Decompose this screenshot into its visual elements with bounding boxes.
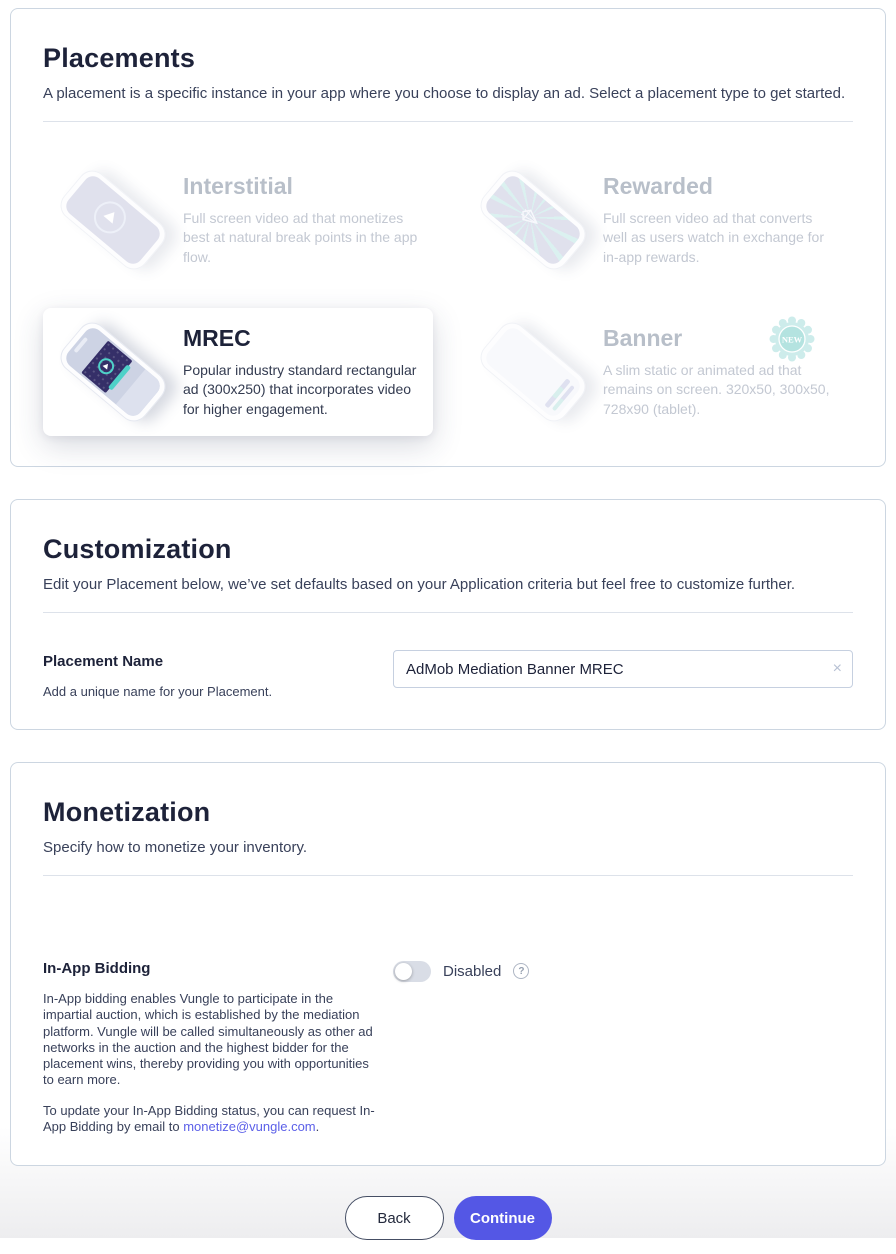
section-divider [43, 121, 853, 122]
clear-input-icon[interactable]: × [832, 660, 842, 677]
mrec-description: Popular industry standard rectangular ad (300x250) that incorporates video for higher engagement. [183, 362, 417, 417]
placement-name-input[interactable] [394, 651, 852, 687]
play-icon [88, 195, 133, 240]
placement-name-helper: Add a unique name for your Placement. [43, 684, 273, 699]
placements-title: Placements [43, 43, 196, 73]
placement-name-input-wrap [393, 650, 853, 688]
banner-label: Banner [603, 325, 683, 352]
in-app-bidding-toggle[interactable] [393, 961, 431, 982]
new-badge-icon [769, 316, 815, 362]
placement-type-banner[interactable] [463, 308, 853, 436]
new-badge-text: NEW [781, 334, 803, 345]
interstitial-label: Interstitial [183, 173, 293, 200]
back-button[interactable]: Back [345, 1196, 444, 1240]
help-icon[interactable]: ? [513, 963, 529, 979]
placement-type-interstitial[interactable] [43, 156, 433, 284]
gem-icon [515, 203, 544, 233]
placements-card [10, 8, 886, 467]
rewarded-label: Rewarded [603, 173, 713, 200]
customization-description: Edit your Placement below, we’ve set defaults based on your Application criteria but feel free to customize further. [43, 576, 796, 593]
monetization-title: Monetization [43, 797, 211, 827]
play-icon [94, 355, 117, 378]
monetization-description: Specify how to monetize your inventory. [43, 839, 308, 856]
rewarded-phone-illustration [477, 164, 589, 276]
interstitial-description: Full screen video ad that monetizes best at natural break points in the app flow. [183, 210, 418, 265]
mrec-label: MREC [183, 325, 251, 352]
toggle-knob [395, 963, 412, 980]
mrec-phone-illustration [57, 316, 169, 428]
placement-name-row [43, 650, 853, 699]
customization-title: Customization [43, 534, 232, 564]
placement-type-rewarded[interactable] [463, 156, 853, 284]
section-divider [43, 875, 853, 876]
in-app-bidding-note: To update your In-App Bidding status, you can request In-App Bidding by email to monetize@vungle.com. [43, 1102, 375, 1134]
banner-description: A slim static or animated ad that remains on screen. 320x50, 300x50, 728x90 (tablet). [603, 362, 830, 417]
banner-phone-illustration [477, 316, 589, 428]
placements-description: A placement is a specific instance in your app where you choose to display an ad. Select a placement type to get started. [43, 85, 846, 102]
in-app-bidding-row [43, 960, 853, 1135]
monetize-email-link[interactable]: monetize@vungle.com [183, 1118, 316, 1134]
rewarded-description: Full screen video ad that converts well as users watch in exchange for in-app rewards. [603, 210, 824, 265]
in-app-bidding-label: In-App Bidding [43, 960, 151, 977]
footer-actions [10, 1196, 886, 1254]
customization-card [10, 499, 886, 730]
placement-name-label: Placement Name [43, 653, 164, 670]
monetization-card [10, 762, 886, 1166]
in-app-bidding-description: In-App bidding enables Vungle to participate in the impartial auction, which is established by the mediation platform. Vungle will be called simultaneously as other ad networks in the auction and the highest bidder for the placement wins, thereby providing you with opportunities to earn more. [43, 991, 373, 1088]
in-app-bidding-status: Disabled [443, 962, 502, 980]
placement-type-mrec[interactable] [43, 308, 433, 436]
continue-button[interactable]: Continue [454, 1196, 552, 1240]
section-divider [43, 612, 853, 613]
interstitial-phone-illustration [57, 164, 169, 276]
mrec-ad-graphic [81, 341, 133, 394]
placement-type-grid [43, 156, 853, 436]
